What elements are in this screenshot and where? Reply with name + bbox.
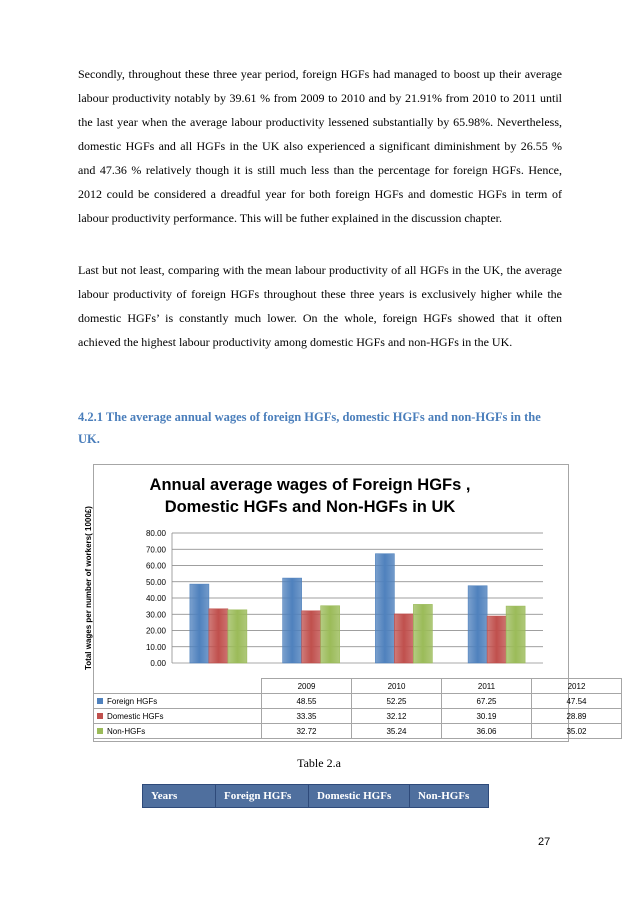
header-cell-domestic: Domestic HGFs — [309, 785, 410, 808]
bar-domestic-hgfs-2010 — [302, 611, 321, 663]
table-row — [93, 724, 622, 739]
legend-swatch — [97, 698, 103, 704]
bar-foreign-hgfs-2009 — [190, 584, 209, 663]
legend-entry — [93, 709, 262, 724]
chart-data-table — [93, 678, 622, 739]
legend-entry — [93, 724, 262, 739]
chart-title: Annual average wages of Foreign HGFs , Domestic HGFs and Non-HGFs in UK — [149, 476, 471, 516]
bar-domestic-hgfs-2012 — [487, 616, 506, 663]
y-tick-label: 60.00 — [145, 561, 166, 571]
data-label: 47.54 — [532, 694, 622, 709]
bar-non-hgfs-2010 — [321, 606, 340, 663]
data-label: 48.55 — [262, 694, 352, 709]
legend-label: Non-HGFs — [107, 726, 146, 736]
paragraph-comparison: Last but not least, comparing with the mean labour productivity of all HGFs in the UK, the average labour productivity of foreign HGFs throughout these three years is exclusively higher while the domestic HGFs’ is constantly much lower. On the whole, foreign HGFs showed that it often achieved the highest labour productivity among domestic HGFs and non-HGFs in the UK. — [78, 263, 562, 349]
legend-swatch — [97, 713, 103, 719]
data-label: 32.72 — [262, 724, 352, 739]
x-tick-label: 2011 — [442, 679, 532, 694]
header-cell-nonhgfs: Non-HGFs — [410, 785, 489, 808]
data-label: 30.19 — [442, 709, 532, 724]
bar-non-hgfs-2011 — [413, 604, 432, 663]
bar-domestic-hgfs-2011 — [394, 614, 413, 663]
bar-foreign-hgfs-2012 — [468, 586, 487, 663]
y-tick-label: 40.00 — [145, 594, 166, 603]
corner-cell — [93, 679, 262, 694]
legend-label: Foreign HGFs — [107, 696, 158, 706]
x-tick-label: 2009 — [262, 679, 352, 694]
bar-domestic-hgfs-2009 — [209, 609, 228, 663]
header-cell-foreign: Foreign HGFs — [216, 785, 309, 808]
data-label: 32.12 — [352, 709, 442, 724]
table-row — [93, 709, 622, 724]
y-tick-label: 20.00 — [145, 626, 166, 636]
table-row — [93, 694, 622, 709]
x-tick-label: 2012 — [532, 679, 622, 694]
bar-foreign-hgfs-2010 — [283, 578, 302, 663]
data-label: 67.25 — [442, 694, 532, 709]
table-row — [93, 679, 622, 694]
legend-entry — [93, 694, 262, 709]
x-tick-label: 2010 — [352, 679, 442, 694]
data-label: 28.89 — [532, 709, 622, 724]
data-label: 36.06 — [442, 724, 532, 739]
y-tick-label: 50.00 — [145, 577, 166, 587]
data-label: 52.25 — [352, 694, 442, 709]
bar-non-hgfs-2009 — [228, 610, 247, 663]
years-table-header — [142, 784, 489, 808]
bar-non-hgfs-2012 — [506, 606, 525, 663]
chart-y-axis-label: Total wages per number of workers( 1000£) — [84, 506, 93, 670]
data-label: 35.24 — [352, 724, 442, 739]
data-label: 35.02 — [532, 724, 622, 739]
table-caption: Table 2.a — [297, 756, 341, 770]
y-tick-label: 30.00 — [145, 610, 166, 620]
section-heading: 4.2.1 The average annual wages of foreign HGFs, domestic HGFs and non-HGFs in the UK. — [78, 410, 541, 446]
data-label: 33.35 — [262, 709, 352, 724]
y-tick-label: 10.00 — [145, 642, 166, 652]
y-tick-label: 70.00 — [145, 545, 166, 555]
legend-swatch — [97, 728, 103, 734]
paragraph-productivity-change: Secondly, throughout these three year period, foreign HGFs had managed to boost up their average labour productivity notably by 39.61 % from 2009 to 2010 and by 21.91% from 2010 to 2011 until the last year when the average labour productivity lessened substantially by 65.98%. Nevertheless, domestic HGFs and all HGFs in the UK also experienced a significant diminishment by 26.55 % and 47.36 % relatively though it is still much less than the percentage for foreign HGFs. Hence, 2012 could be considered a dreadful year for both foreign HGFs and domestic HGFs in term of labour productivity performance. This will be futher explained in the discussion chapter. — [78, 67, 562, 225]
y-tick-label: 80.00 — [145, 529, 166, 538]
y-tick-label: 0.00 — [150, 659, 166, 668]
page-number: 27 — [538, 836, 551, 848]
bar-foreign-hgfs-2011 — [375, 554, 394, 663]
legend-label: Domestic HGFs — [107, 711, 164, 721]
header-cell-years: Years — [143, 785, 216, 808]
